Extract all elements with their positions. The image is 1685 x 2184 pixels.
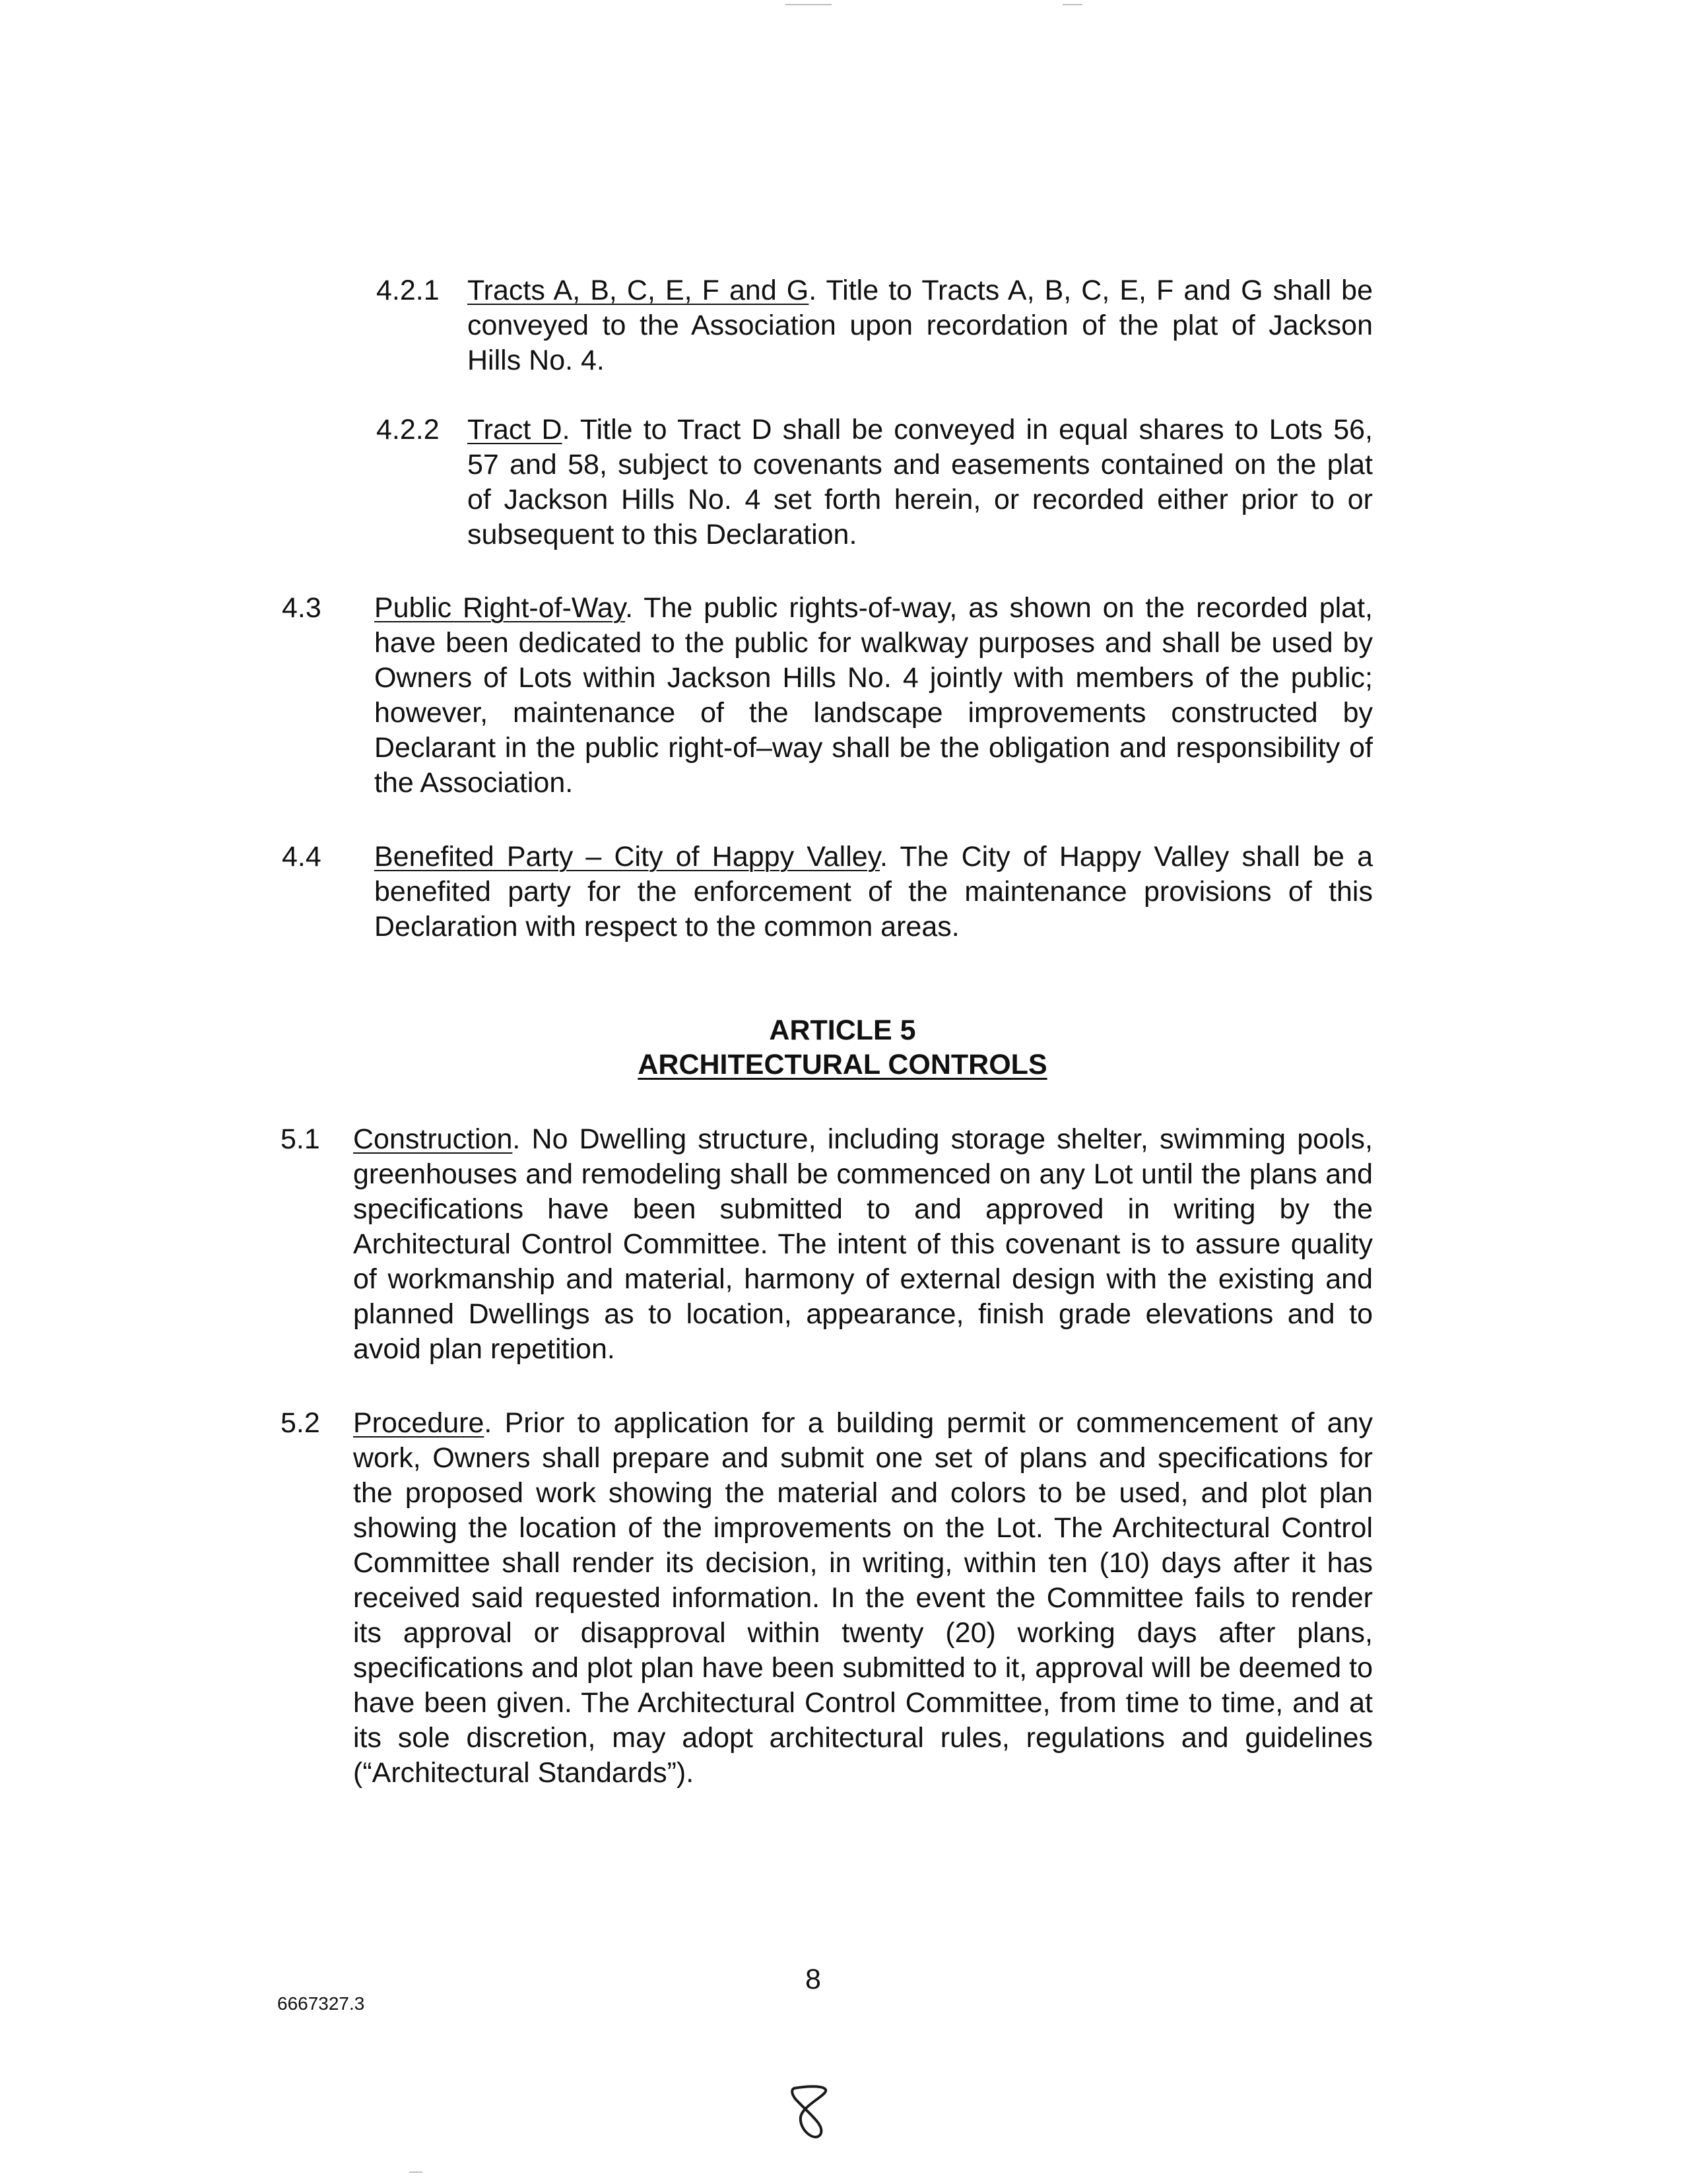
section-4-3 xyxy=(282,591,1373,805)
page-number: 8 xyxy=(805,1964,821,1995)
scan-speck xyxy=(1063,4,1082,5)
section-heading: Tract D xyxy=(467,414,562,446)
section-body: Public Right-of-Way. The public rights-of-way, as shown on the recorded plat, have been dedicated to the public for walkway purposes and shall be used by Owners of Lots within Jackson Hills No. 4 jointly with members of the public; however, maintenance of the landscape improvements constructed by Declarant in the public right-of–way shall be the obligation and responsibility of the Association. xyxy=(374,592,1373,799)
section-number: 4.3 xyxy=(282,592,321,624)
section-text: No Dwelling structure, including storage shelter, swimming pools, greenhouses and remodeling shall be commenced on any Lot until the plans and specifications have been submitted to and approved in writing by the Architectural Control Committee. The intent of this covenant is to assure quality of workmanship and material, harmony of external design with the existing and planned Dwellings as to location, appearance, finish grade elevations and to avoid plan repetition. xyxy=(353,1123,1373,1365)
section-4-4 xyxy=(282,840,1373,948)
article-subtitle: ARCHITECTURAL CONTROLS xyxy=(638,1049,1047,1080)
section-text: Title to Tract D shall be conveyed in equal shares to Lots 56, 57 and 58, subject to covenants and easements contained on the plat of Jackson Hills No. 4 set forth herein, or recorded either prior to or subsequent to this Declaration. xyxy=(467,414,1373,550)
section-5-1 xyxy=(281,1122,1373,1373)
section-number: 5.1 xyxy=(281,1123,320,1155)
section-text: The public rights-of-way, as shown on the recorded plat, have been dedicated to the public for walkway purposes and shall be used by Owners of Lots within Jackson Hills No. 4 jointly with members of the public; however, maintenance of the landscape improvements constructed by Declarant in the public right-of–way shall be the obligation and responsibility of the Association. xyxy=(374,592,1373,799)
article-title: ARTICLE 5 xyxy=(769,1014,916,1046)
section-heading: Benefited Party – City of Happy Valley xyxy=(374,841,880,873)
section-body: Tract D. Title to Tract D shall be conveyed in equal shares to Lots 56, 57 and 58, subject to covenants and easements contained on the plat of Jackson Hills No. 4 set forth herein, or recorded either prior to or subsequent to this Declaration. xyxy=(467,414,1373,550)
section-text: Prior to application for a building permit or commencement of any work, Owners shall prepare and submit one set of plans and specifications for the proposed work showing the material and colors to be used, and plot plan showing the location of the improvements on the Lot. The Architectural Control Committee shall render its decision, in writing, within ten (10) days after it has received said requested information. In the event the Committee fails to render its approval or disapproval within twenty (20) working days after plans, specifications and plot plan have been submitted to it, approval will be deemed to have been given. The Architectural Control Committee, from time to time, and at its sole discretion, may adopt architectural rules, regulations and guidelines (“Architectural Standards”). xyxy=(353,1407,1373,1789)
section-heading: Construction xyxy=(353,1123,513,1155)
section-number: 4.2.2 xyxy=(376,414,440,446)
section-text: Title to Tracts A, B, C, E, F and G shall be conveyed to the Association upon recordation of the plat of Jackson Hills No. 4. xyxy=(467,275,1373,376)
section-4-2-2 xyxy=(376,413,1373,554)
section-heading: Public Right-of-Way xyxy=(374,592,626,624)
section-body: Tracts A, B, C, E, F and G. Title to Tracts A, B, C, E, F and G shall be conveyed to the Association upon recordation of the plat of Jackson Hills No. 4. xyxy=(467,275,1373,376)
section-heading: Tracts A, B, C, E, F and G xyxy=(467,275,809,306)
handwritten-eight-icon xyxy=(782,2079,835,2152)
section-number: 5.2 xyxy=(281,1407,320,1439)
section-body: Procedure. Prior to application for a building permit or commencement of any work, Owners shall prepare and submit one set of plans and specifications for the proposed work showing the material and colors to be used, and plot plan showing the location of the improvements on the Lot. The Architectural Control Committee shall render its decision, in writing, within ten (10) days after it has received said requested information. In the event the Committee fails to render its approval or disapproval within twenty (20) working days after plans, specifications and plot plan have been submitted to it, approval will be deemed to have been given. The Architectural Control Committee, from time to time, and at its sole discretion, may adopt architectural rules, regulations and guidelines (“Architectural Standards”). xyxy=(353,1407,1373,1789)
article-heading xyxy=(0,1013,1685,1082)
section-heading: Procedure xyxy=(353,1407,484,1439)
document-id: 6667327.3 xyxy=(277,1993,365,2014)
scan-speck xyxy=(785,4,832,5)
section-5-2 xyxy=(281,1406,1373,1835)
section-text: The City of Happy Valley shall be a benefited party for the enforcement of the maintenance provisions of this Declaration with respect to the common areas. xyxy=(374,841,1373,943)
section-body: Construction. No Dwelling structure, including storage shelter, swimming pools, greenhouses and remodeling shall be commenced on any Lot until the plans and specifications have been submitted to and approved in writing by the Architectural Control Committee. The intent of this covenant is to assure quality of workmanship and material, harmony of external design with the existing and planned Dwellings as to location, appearance, finish grade elevations and to avoid plan repetition. xyxy=(353,1123,1373,1365)
section-number: 4.2.1 xyxy=(376,275,440,306)
scan-speck xyxy=(409,2171,422,2173)
section-4-2-1 xyxy=(376,273,1373,379)
section-body: Benefited Party – City of Happy Valley. The City of Happy Valley shall be a benefited party for the enforcement of the maintenance provisions of this Declaration with respect to the common areas. xyxy=(374,841,1373,943)
section-number: 4.4 xyxy=(282,841,321,873)
handwritten-page-number xyxy=(782,2079,835,2155)
